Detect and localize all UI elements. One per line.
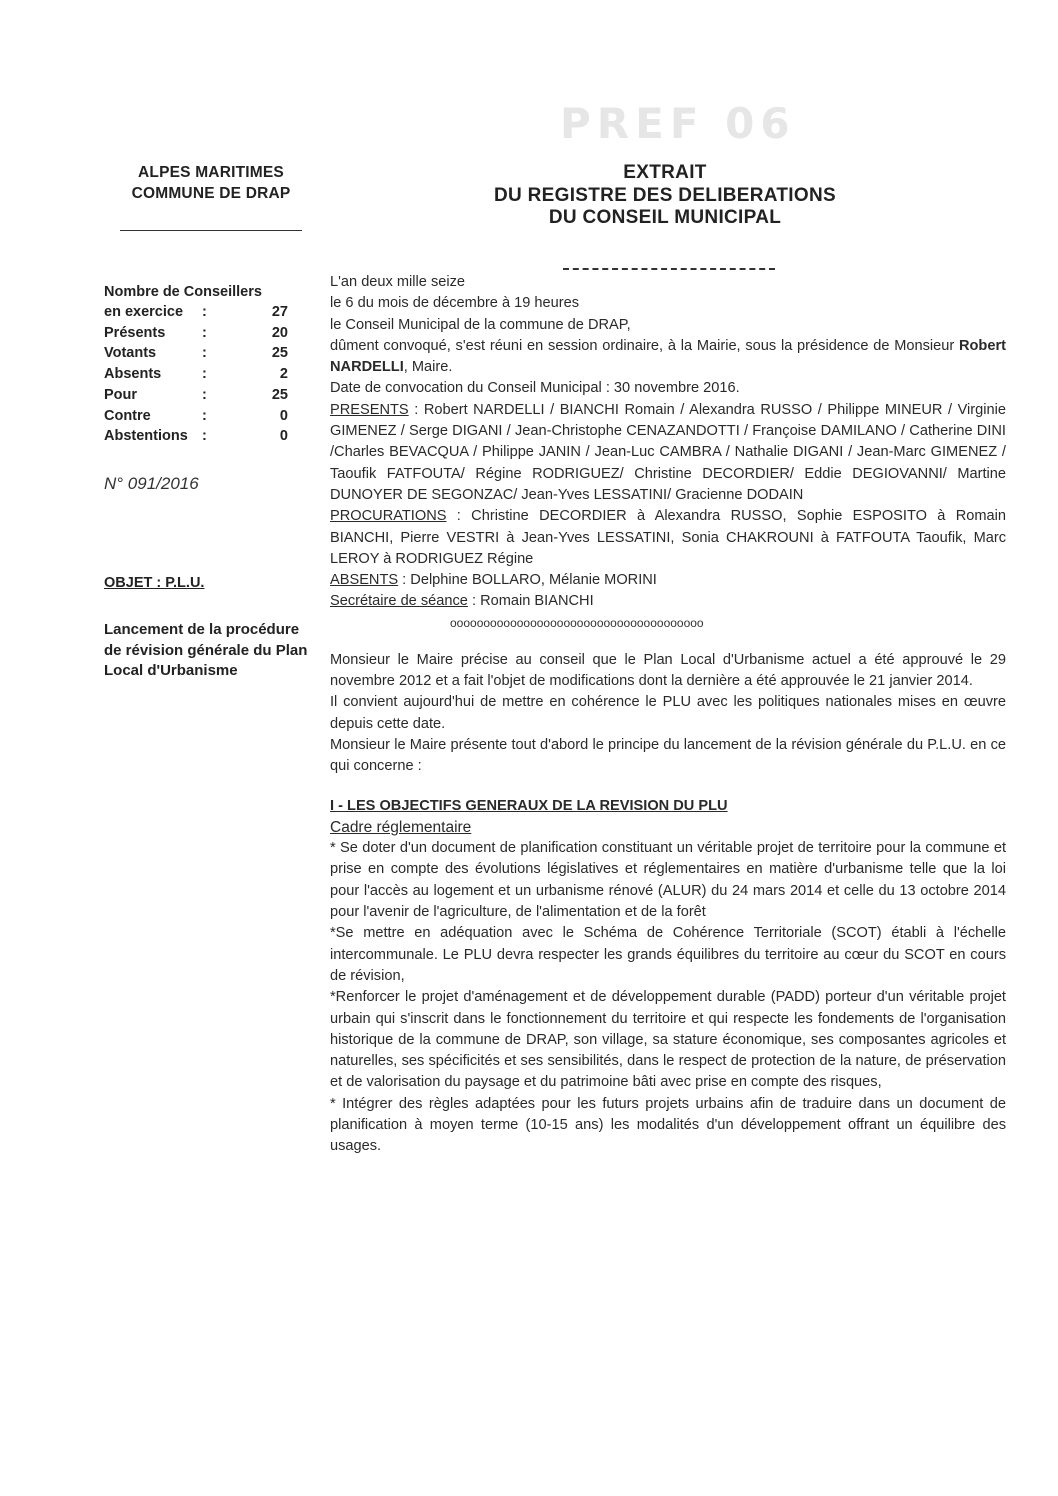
stats-value: 25 [271,386,288,403]
title-line: EXTRAIT [623,162,707,183]
absents-label: ABSENTS [330,572,399,589]
procurations-label: PROCURATIONS [330,508,447,525]
stats-value: 25 [271,345,288,362]
stats-label: Contre [104,407,151,424]
presents-paragraph [330,400,1006,506]
stats-label: Présents [104,324,166,341]
stats-row [104,406,304,427]
stats-label: Votants [104,345,157,362]
stats-row [104,364,304,385]
convocation-date: Date de convocation du Conseil Municipal : 30 novembre 2016. [330,380,740,397]
objective-item: *Renforcer le projet d'aménagement et de développement durable (PADD) porteur d'un véritable projet urbain qui s'inscrit dans le fonctionnement du territoire et qui respecte les fondements de l'organisation historique de la commune de DRAP, son village, sa stature économique, ses composantes agricoles et naturelles, ses spécificités et ses sensibilités, dans le respect de protection de la nature, de préservation et de valorisation du paysage et du patrimoine bâti avec prise en compte des risques, [330,989,1006,1091]
secretaire-paragraph [330,591,1006,612]
stats-sep: : [202,386,207,403]
presents-label: PRESENTS [330,401,409,418]
body-paragraph: Monsieur le Maire précise au conseil que le Plan Local d'Urbanisme actuel a été approuvé le 29 novembre 2012 et a fait l'objet de modifications dont la dernière a été approuvée le 21 janvier 2014. [330,651,1006,690]
stats-label: Pour [104,386,138,403]
stats-value: 27 [271,304,288,320]
title-line: DU CONSEIL MUNICIPAL [548,207,782,228]
stats-sep: : [202,324,207,341]
council-stats [104,282,304,447]
body-paragraph: Il convient aujourd'hui de mettre en cohérence le PLU avec les politiques nationales mises en œuvre depuis cette date. [330,694,1006,732]
absents-list: : Delphine BOLLARO, Mélanie MORINI [398,572,657,589]
intro-text-end: , Maire. [403,359,453,376]
mayor-name: Robert NARDELLI [330,337,1006,376]
stats-row [104,426,304,447]
section-subtitle: Cadre réglementaire [330,818,472,836]
stats-sep: : [202,304,207,320]
stats-heading: Nombre de Conseillers [104,284,262,300]
stats-row [104,323,304,344]
stats-label: Absents [104,366,162,383]
stats-sep: : [202,428,207,445]
procurations-list: : Christine DECORDIER à Alexandra RUSSO, Sophie ESPOSITO à Romain BIANCHI, Pierre VESTRI à Jean-Yves LESSATINI, Sonia CHAKROUNI à FATFOUTA Taoufik, Marc LEROY à RODRIGUEZ Régine [330,508,1006,567]
stats-sep: : [202,345,207,362]
secretaire-name: : Romain BIANCHI [467,593,594,610]
intro-paragraph [330,336,1006,379]
objective-item: * Se doter d'un document de planification constituant un véritable projet de territoire pour la commune et prise en compte des évolutions législatives et réglementaires en matière d'urbanisme telle que la loi pour l'accès au logement et un urbanisme rénové (ALUR) du 24 mars 2014 et celle du 13 octobre 2014 pour l'avenir de l'agriculture, de l'alimentation et de la forêt [330,840,1006,921]
objet-label: OBJET : P.L.U. [104,575,205,591]
section-title: I - LES OBJECTIFS GENERAUX DE LA REVISION DU PLU [330,797,728,814]
stats-value: 20 [271,324,288,341]
intro-line: le Conseil Municipal de la commune de DRAP, [330,316,631,333]
spacer [330,634,1006,650]
stats-value: 2 [279,366,288,383]
presents-list: : Robert NARDELLI / BIANCHI Romain / Alexandra RUSSO / Philippe MINEUR / Virginie GIMENEZ / Serge DIGANI / Jean-Christophe CENAZANDOTTI / Françoise DAMILANO / Catherine DINI /Charles BEVACQUA / Philippe JANIN / Jean-Luc CAMBRA / Nathalie DIGANI / Jean-Marc GIMENEZ / Taoufik FATFOUTA/ Régine RODRIGUEZ/ Christine DECORDIER/ Eddie DEGIOVANNI/ Martine DUNOYER DE SEGONZAC/ Jean-Yves LESSATINI/ Gracienne DODAIN [330,401,1006,503]
title-divider [563,268,775,270]
deliberation-body [330,272,1006,1158]
secretaire-label: Secrétaire de séance [330,593,468,610]
department-header [100,162,322,204]
prefecture-stamp: PREF 06 [560,99,796,148]
stats-sep: : [202,407,207,424]
commune-name: COMMUNE DE DRAP [131,185,291,202]
intro-text: dûment convoqué, s'est réuni en session ordinaire, à la Mairie, sous la présidence de Monsieur [330,337,959,354]
department-name: ALPES MARITIMES [138,164,284,181]
stats-value: 0 [279,407,288,424]
header-divider [120,230,302,231]
stats-row [104,343,304,364]
stats-label: Abstentions [104,428,188,445]
stats-value: 0 [279,428,288,445]
document-title [440,162,890,230]
objective-item: *Se mettre en adéquation avec le Schéma de Cohérence Territoriale (SCOT) établi à l'échelle intercommunale. Le PLU devra respecter les grands équilibres du territoire au cœur du SCOT en cours de révision, [330,925,1006,984]
stats-row [104,385,304,406]
spacer [330,778,1006,796]
stats-row [104,302,304,323]
intro-line: L'an deux mille seize [330,274,466,290]
body-paragraph: Monsieur le Maire présente tout d'abord le principe du lancement de la révision générale du P.L.U. en ce qui concerne : [330,736,1006,775]
procurations-paragraph [330,506,1006,570]
stats-label: en exercice [104,304,184,320]
subject-title: Lancement de la procédure de révision générale du Plan Local d'Urbanisme [104,621,308,679]
stats-sep: : [202,366,207,383]
deliberation-number: N° 091/2016 [104,474,199,493]
separator-line: oooooooooooooooooooooooooooooooooooooo [450,615,704,630]
absents-paragraph [330,570,1006,591]
title-line: DU REGISTRE DES DELIBERATIONS [494,184,836,206]
objective-item: * Intégrer des règles adaptées pour les futurs projets urbains afin de traduire dans un document de planification à moyen terme (10-15 ans) les modalités d'un développement offrant un équilibre des usages. [330,1095,1006,1155]
intro-line: le 6 du mois de décembre à 19 heures [330,295,580,312]
